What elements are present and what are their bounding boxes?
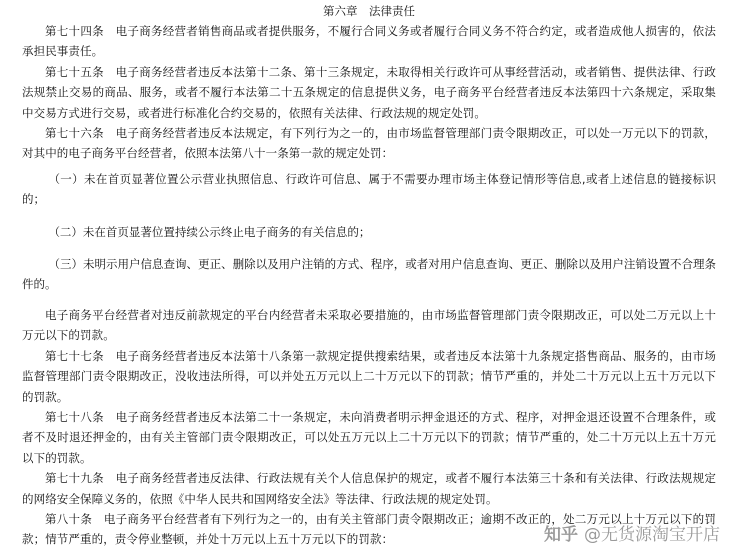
article-76: 第七十六条 电子商务经营者违反本法规定，有下列行为之一的，由市场监督管理部门责令限期改正，可以处一万元以下的罚款，对其中的电子商务平台经营者，依照本法第八十一条第一款的规定处罚： [22,126,716,161]
article-75: 第七十五条 电子商务经营者违反本法第十二条、第十三条规定，未取得相关行政许可从事经营活动，或者销售、提供法律、行政法规禁止交易的商品、服务，或者不履行本法第二十五条规定的信息提供义务，电子商务平台经营者违反本法第四十六条规定，采取集中交易方式进行交易，或者进行标准化合约交易的，依照有关法律、行政法规的规定处罚。 [22,64,716,120]
article-78: 第七十八条 电子商务经营者违反本法第二十一条规定，未向消费者明示押金退还的方式、程序，对押金退还设置不合理条件，或者不及时退还押金的，由有关主管部门责令限期改正，可以处五万元以上二十万元以下的罚款；情节严重的，处二十万元以上五十万元以下的罚款。 [22,409,716,465]
zhihu-logo: 知乎 [544,525,578,545]
article-76-item-3: （三）未明示用户信息查询、更正、删除以及用户注销的方式、程序，或者对用户信息查询、更正、删除以及用户注销设置不合理条件的。 [22,257,716,292]
watermark-text: @无货源淘宝开店 [584,525,720,545]
chapter-title: 第六章 法律责任 [323,4,415,18]
article-77: 第七十七条 电子商务经营者违反本法第十八条第一款规定提供搜索结果，或者违反本法第十九条规定搭售商品、服务的，由市场监督管理部门责令限期改正，没收违法所得，可以并处五万元以上二十万元以下的罚款；情节严重的，并处二十万元以上五十万元以下的罚款。 [22,348,716,404]
article-79: 第七十九条 电子商务经营者违反法律、行政法规有关个人信息保护的规定，或者不履行本法第三十条和有关法律、行政法规规定的网络安全保障义务的，依照《中华人民共和国网络安全法》等法律、行政法规的规定处罚。 [22,471,716,506]
article-80: 第八十条 电子商务平台经营者有下列行为之一的，由有关主管部门责令限期改正；逾期不改正的，处二万元以上十万元以下的罚款；情节严重的，责令停业整顿，并处十万元以上五十万元以下的罚款： [22,511,716,547]
article-76-item-2: （二）未在首页显著位置持续公示终止电子商务的有关信息的； [48,224,371,239]
article-76-platform-clause: 电子商务平台经营者对违反前款规定的平台内经营者未采取必要措施的，由市场监督管理部门责令限期改正，可以处二万元以上十万元以下的罚款。 [22,307,716,343]
article-76-item-1: （一）未在首页显著位置公示营业执照信息、行政许可信息、属于不需要办理市场主体登记情形等信息,或者上述信息的链接标识的； [22,171,716,207]
document-body [22,2,716,550]
article-74: 第七十四条 电子商务经营者销售商品或者提供服务，不履行合同义务或者履行合同义务不符合约定，或者造成他人损害的，依法承担民事责任。 [22,24,716,59]
